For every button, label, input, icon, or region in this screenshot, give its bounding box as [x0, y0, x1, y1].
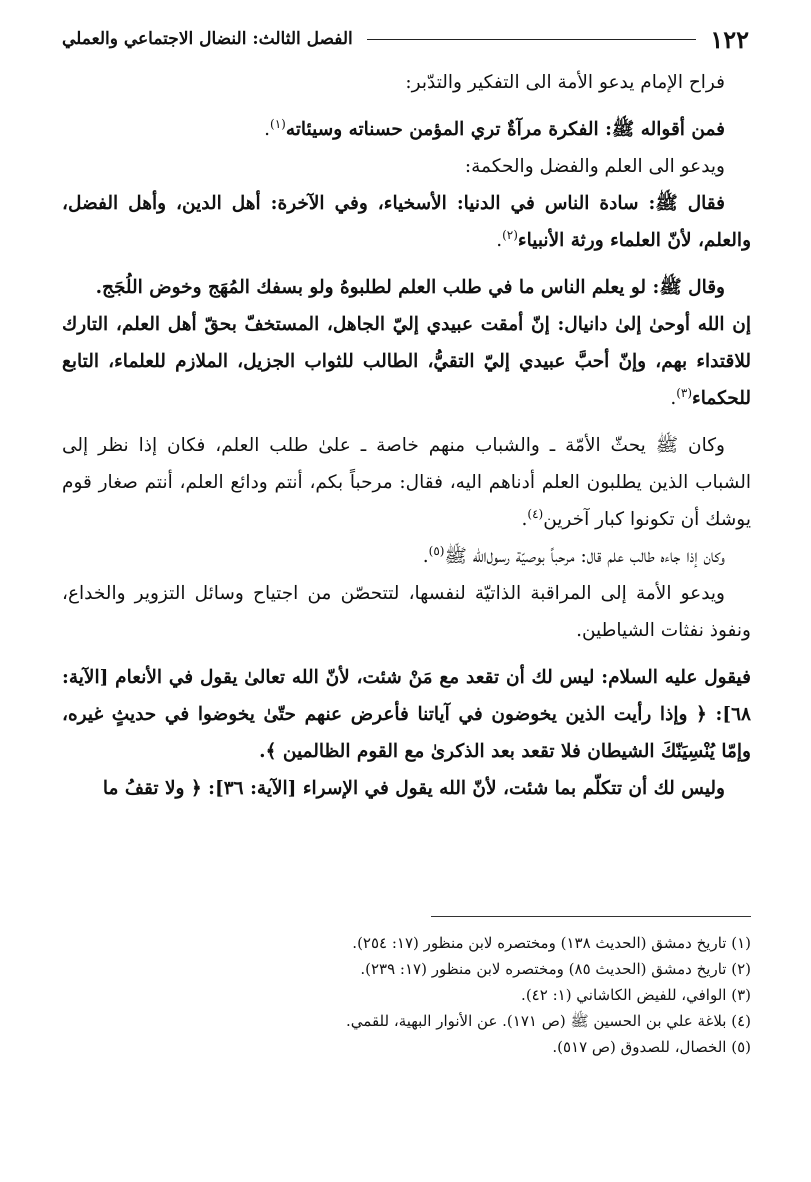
running-header — [62, 22, 749, 56]
footnote: (٤) بلاغة علي بن الحسين ﷺ (ص ١٧١). عن الأنوار البهية، للقمي. — [346, 1012, 751, 1030]
footnote-ref: (٢) — [502, 227, 518, 242]
footnote: (٣) الوافي، للفيض الكاشاني (١: ٤٢). — [521, 986, 751, 1004]
paragraph: إن الله أوحىٰ إلىٰ دانيال: إنّ أمقت عبيدي إليّ الجاهل، المستخفّ بحقّ أهل العلم، التارك للاقتداء بهم، وإنّ أحبَّ عبيدي إليّ التقيُّ، الطالب للثواب الجزيل، الملازم للعلماء، التابع للحكماء$^{(٣)}$. — [62, 314, 751, 409]
footnote-divider — [431, 916, 751, 917]
paragraph: وكان ﷺ يحثّ الأمّة ـ والشباب منهم خاصة ـ علىٰ طلب العلم، فكان إذا نظر إلى الشباب الذين يطلبون العلم أدناهم اليه، فقال: مرحباً بكم، أنتم ودائع العلم، أنتم صغار قوم يوشك أن تكونوا كبار آخرين$^{(٤)}$. — [62, 435, 751, 530]
paragraph: فقال ﷺ: سادة الناس في الدنيا: الأسخياء، وفي الآخرة: أهل الدين، وأهل الفضل، والعلم، لأنّ العلماء ورثة الأنبياء$^{(٢)}$. — [62, 193, 751, 251]
footnotes — [62, 930, 751, 1060]
footnote-ref: (٤) — [527, 506, 544, 521]
paragraph: فراح الإمام يدعو الأمة الى التفكير والتدّبر: — [405, 72, 725, 93]
paragraph: فيقول عليه السلام: ليس لك أن تقعد مع مَنْ شئت، لأنّ الله تعالىٰ يقول في الأنعام [الآية: ٦٨]: ﴿ وإذا رأيت الذين يخوضون في آياتنا فأعرض عنهم حتّىٰ يخوضوا في حديثٍ غيره، وإمّا يُنْسِيَنّكَ الشيطان فلا تقعد بعد الذكرىٰ مع القوم الظالمين ﴾. — [62, 667, 751, 762]
footnote: (١) تاريخ دمشق (الحديث ١٣٨) ومختصره لابن منظور (١٧: ٢٥٤). — [352, 934, 751, 952]
paragraph: فمن أقواله ﷺ: الفكرة مرآةٌ تري المؤمن حسناته وسيئاته$^{(١)}$. — [264, 116, 725, 140]
page-number: ١٢٢ — [710, 24, 749, 54]
paragraph: وقال ﷺ: لو يعلم الناس ما في طلب العلم لطلبوهُ ولو بسفك المُهَج وخوض اللُجَج. — [95, 277, 725, 298]
paragraph: وكان إذا جاءه طالب علم قال: مرحباً بوصيّة رسول‌الله ﷺ$^{(٥)}$. — [422, 543, 725, 567]
paragraph: ويدعو الأمة إلى المراقبة الذاتيّة لنفسها، لتتحصّن من اجتياح وسائل التزوير والخداع، ونفوذ نفثات الشياطين. — [62, 583, 751, 641]
footnote: (٢) تاريخ دمشق (الحديث ٨٥) ومختصره لابن منظور (١٧: ٢٣٩). — [360, 960, 751, 978]
footnote-ref: (٥) — [428, 543, 445, 558]
footnote-ref: (١) — [270, 116, 286, 131]
paragraph: ويدعو الى العلم والفضل والحكمة: — [464, 156, 725, 177]
paragraph: وليس لك أن تتكلّم بما شئت، لأنّ الله يقول في الإسراء [الآية: ٣٦]: ﴿ ولا تقفُ ما — [102, 778, 725, 799]
header-rule — [367, 39, 697, 40]
footnote-ref: (٣) — [676, 385, 693, 400]
main-text — [62, 64, 751, 807]
chapter-title: الفصل الثالث: النضال الاجتماعي والعملي — [62, 29, 353, 49]
footnote: (٥) الخصال، للصدوق (ص ٥١٧). — [552, 1038, 751, 1056]
